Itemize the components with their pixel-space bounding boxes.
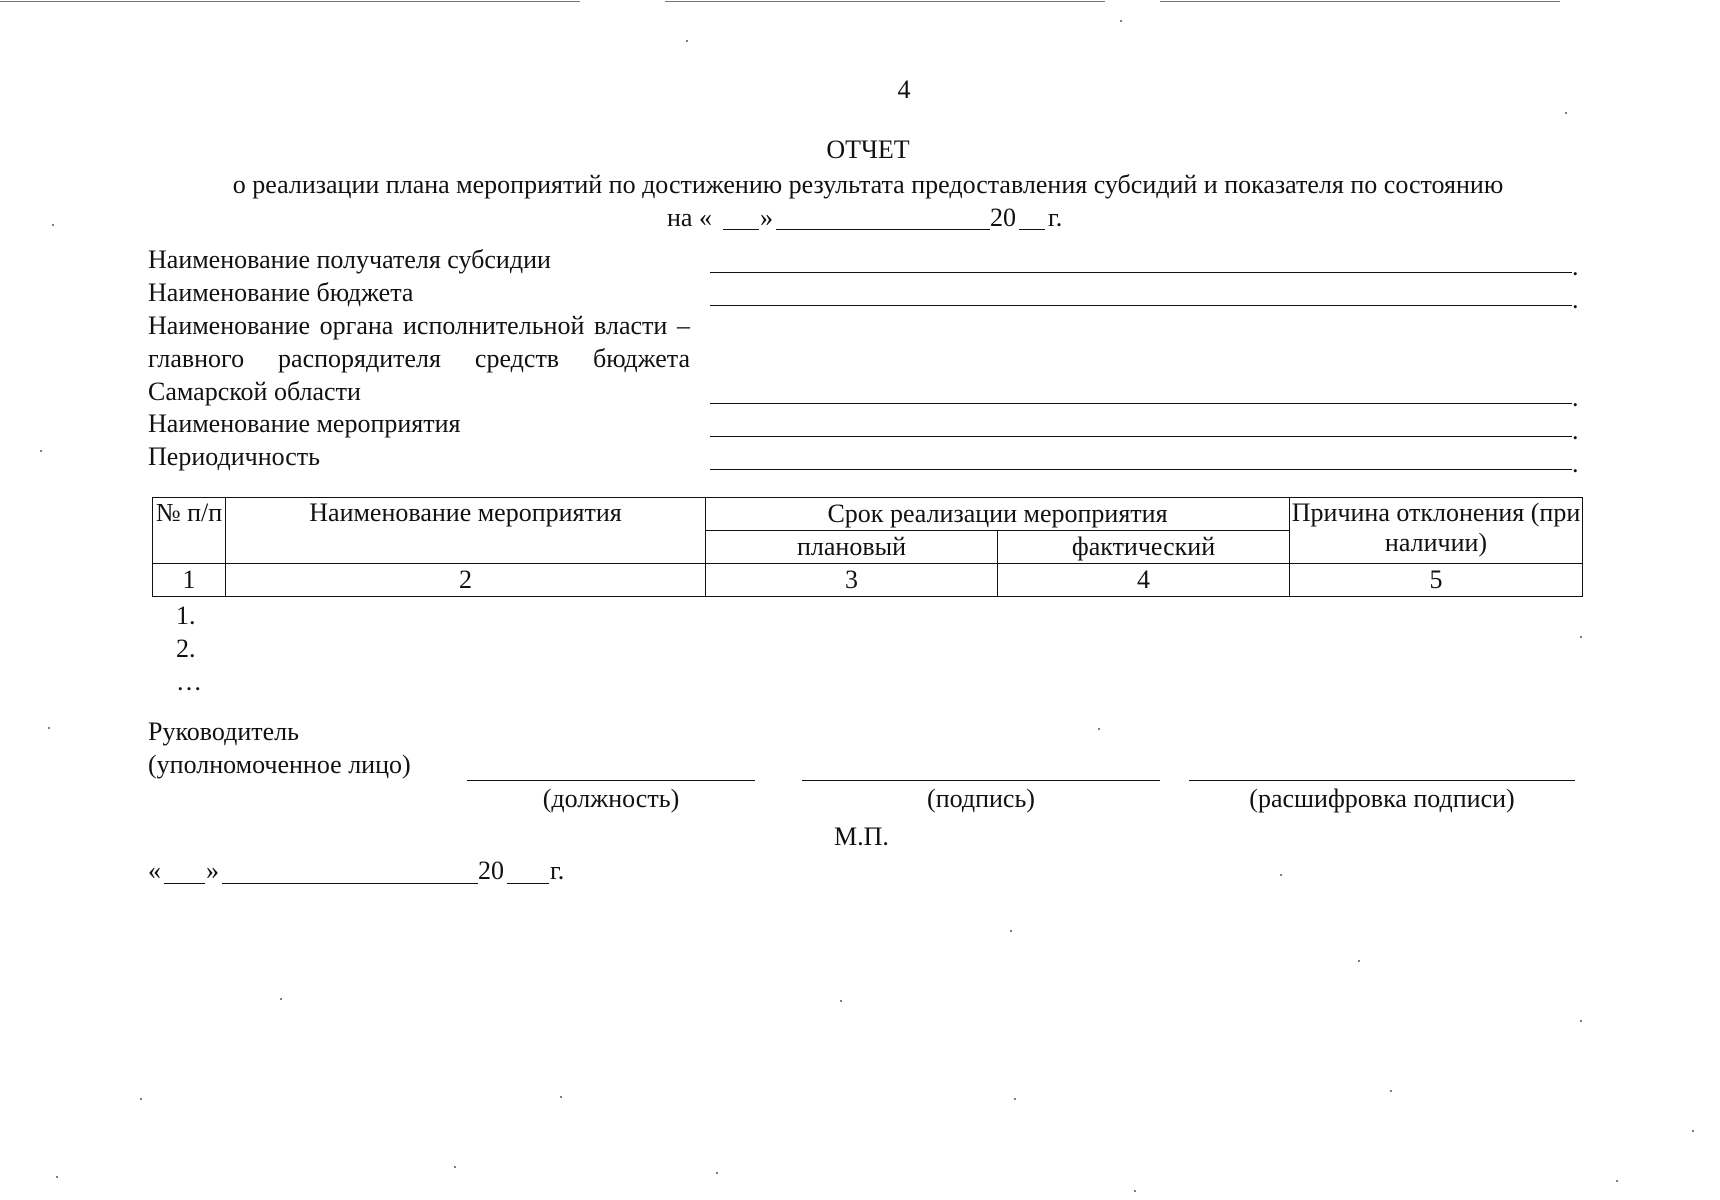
report-date-prefix: на «	[667, 203, 712, 232]
event-label: Наименование мероприятия	[148, 409, 461, 438]
report-date-year-suffix: г.	[1048, 203, 1063, 232]
authority-field-end: .	[1572, 383, 1579, 412]
header-term-actual: фактический	[998, 531, 1290, 564]
recipient-field[interactable]	[710, 272, 1572, 273]
scan-speck	[1565, 112, 1567, 114]
stamp-place: М.П.	[834, 822, 889, 851]
list-item-2: 2.	[176, 634, 196, 663]
periodicity-label: Периодичность	[148, 442, 321, 471]
report-date-year-blank	[1019, 229, 1045, 230]
scan-speck	[1616, 1180, 1618, 1182]
report-date-month-blank	[776, 229, 990, 230]
scan-speck	[840, 1000, 842, 1002]
scan-speck	[1358, 960, 1360, 962]
column-number-1: 1	[153, 564, 226, 597]
signature-field[interactable]	[802, 780, 1160, 781]
signature-date-close-quote: »	[206, 856, 219, 885]
header-term-planned: плановый	[706, 531, 998, 564]
scan-speck	[454, 1166, 456, 1168]
report-date-year-prefix: 20	[990, 203, 1016, 232]
position-caption: (должность)	[542, 784, 680, 813]
scan-speck	[1010, 930, 1012, 932]
recipient-label: Наименование получателя субсидии	[148, 245, 551, 274]
authority-field[interactable]	[710, 403, 1572, 404]
scan-speck	[280, 998, 282, 1000]
authorized-person-label: (уполномоченное лицо)	[148, 750, 411, 779]
page-number: 4	[897, 75, 911, 104]
report-table	[152, 497, 1583, 597]
scan-speck	[1134, 1190, 1136, 1192]
document-subtitle: о реализации плана мероприятий по достижению результата предоставления субсидий и показателя по состоянию	[232, 170, 1504, 199]
scan-speck	[1692, 1130, 1694, 1132]
document-title: ОТЧЕТ	[826, 135, 910, 164]
scan-speck	[1014, 1098, 1016, 1100]
head-label: Руководитель	[148, 717, 299, 746]
signature-date-year-prefix: 20	[478, 856, 504, 885]
header-term: Срок реализации мероприятия	[706, 498, 1290, 531]
scan-speck	[1390, 1090, 1392, 1092]
signature-date-year-blank[interactable]	[507, 883, 549, 884]
scan-edge-top-right	[1160, 1, 1560, 2]
list-item-1: 1.	[176, 601, 196, 630]
signature-date-month-blank[interactable]	[222, 883, 478, 884]
signature-caption: (подпись)	[927, 784, 1035, 813]
signature-date-open-quote: «	[148, 856, 161, 885]
report-date-close-quote: »	[760, 203, 773, 232]
scan-speck	[40, 450, 42, 452]
authority-label: Наименование органа исполнительной власти – главного распорядителя средств бюджета Самарской области	[148, 311, 690, 406]
event-field-end: .	[1572, 416, 1579, 445]
header-event-name: Наименование мероприятия	[226, 498, 706, 564]
budget-field[interactable]	[710, 305, 1572, 306]
column-number-2: 2	[226, 564, 706, 597]
recipient-field-end: .	[1572, 252, 1579, 281]
scan-speck	[1580, 636, 1582, 638]
scan-speck	[716, 1172, 718, 1174]
scan-edge-top-mid	[665, 1, 1105, 2]
budget-field-end: .	[1572, 285, 1579, 314]
position-field[interactable]	[467, 780, 755, 781]
signature-decoding-field[interactable]	[1189, 780, 1575, 781]
scan-speck	[1580, 1020, 1582, 1022]
scan-speck	[48, 727, 50, 729]
event-field[interactable]	[710, 436, 1572, 437]
scan-speck	[1120, 20, 1122, 22]
periodicity-field-end: .	[1572, 449, 1579, 478]
scan-speck	[1280, 874, 1282, 876]
signature-date-year-suffix: г.	[550, 856, 565, 885]
signature-date-day-blank[interactable]	[164, 883, 205, 884]
signature-decoding-caption: (расшифровка подписи)	[1249, 784, 1515, 813]
periodicity-field[interactable]	[710, 469, 1572, 470]
scan-speck	[1098, 728, 1100, 730]
scan-speck	[140, 1098, 142, 1100]
report-date-day-blank	[723, 229, 759, 230]
list-item-ellipsis: …	[176, 667, 202, 696]
scan-edge-top-left	[0, 1, 580, 2]
scan-speck	[686, 40, 688, 42]
header-reason: Причина отклонения (при наличии)	[1290, 498, 1583, 564]
budget-label: Наименование бюджета	[148, 278, 414, 307]
scan-speck	[560, 1096, 562, 1098]
column-number-4: 4	[998, 564, 1290, 597]
scan-speck	[52, 224, 54, 226]
header-number: № п/п	[153, 498, 226, 564]
scan-speck	[56, 1176, 58, 1178]
column-number-5: 5	[1290, 564, 1583, 597]
column-number-3: 3	[706, 564, 998, 597]
